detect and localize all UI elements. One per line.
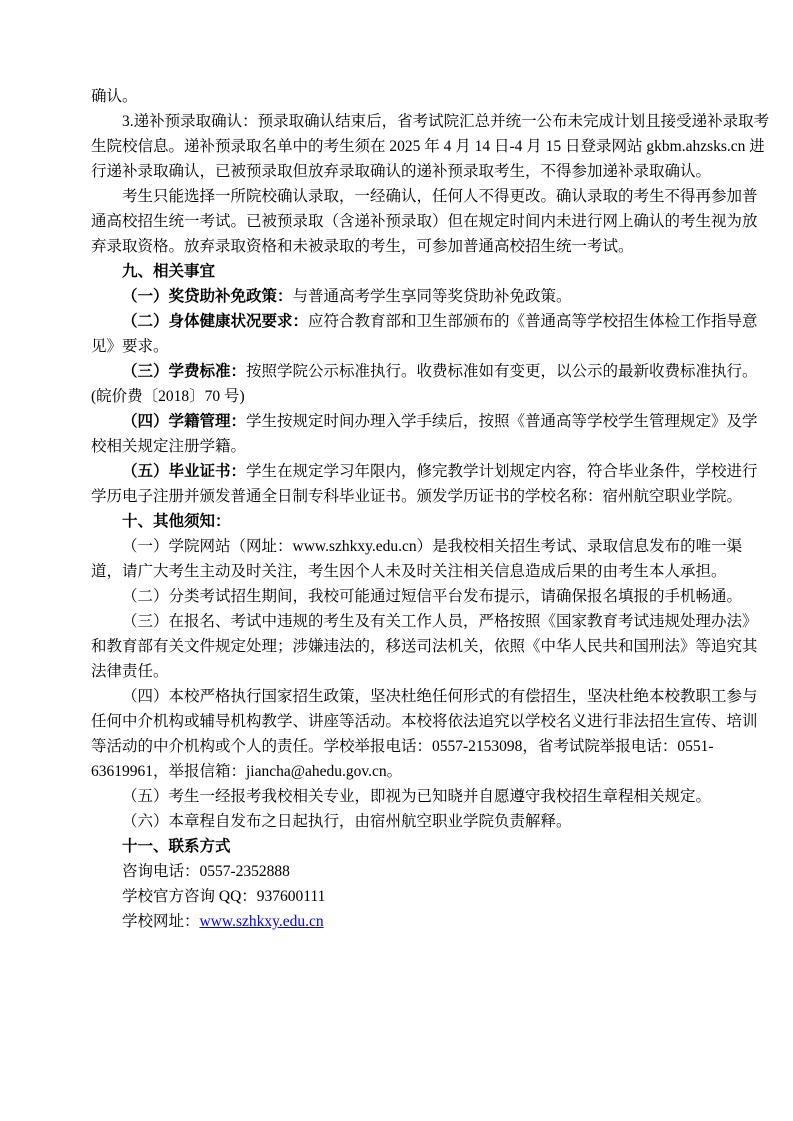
item-health-requirement	[91, 309, 772, 359]
contact-qq-line	[91, 884, 772, 909]
item-text: （五）考生一经报考我校相关专业，即视为已知晓并自愿遵守我校招生章程相关规定。	[122, 788, 712, 805]
item-label: （三）学费标准：	[122, 363, 247, 380]
item-label: （一）奖贷助补免政策：	[122, 288, 293, 305]
para-supplementary-preadmission-confirmation	[91, 109, 772, 184]
contact-phone-line	[91, 859, 772, 884]
item-text: 应符合教育部和卫生部颁布的《普通高等学校招生体检工作指导意见》要求。	[91, 313, 758, 355]
para-text: 考生只能选择一所院校确认录取，一经确认，任何人不得更改。确认录取的考生不得再参加普通高校招生统一考试。已被预录取（含递补预录取）但在规定时间内未进行网上确认的考生视为放弃录取资格。放弃录取资格和未被录取的考生，可参加普通高校招生统一考试。	[91, 188, 758, 255]
item-tuition-standard	[91, 359, 772, 409]
item-text: （二）分类考试招生期间，我校可能通过短信平台发布提示，请确保报名填报的手机畅通。	[122, 588, 743, 605]
item-label: （二）身体健康状况要求：	[122, 313, 309, 330]
item-text: （三）在报名、考试中违规的考生及有关工作人员，严格按照《国家教育考试违规处理办法》和教育部有关文件规定处理；涉嫌违法的，移送司法机关，依照《中华人民共和国刑法》等追究其法律责任。	[91, 613, 758, 680]
heading-section-10-other-notes	[91, 509, 772, 534]
item-anti-illegal-recruitment	[91, 684, 772, 784]
heading-text: 十一、联系方式	[122, 838, 231, 855]
document-body	[91, 84, 772, 934]
item-violation-handling	[91, 609, 772, 684]
heading-text: 十、其他须知：	[122, 513, 231, 530]
item-regulation-acknowledgement	[91, 784, 772, 809]
item-sms-notice	[91, 584, 772, 609]
item-student-status-management	[91, 409, 772, 459]
item-college-website-channel	[91, 534, 772, 584]
para-admission-confirmation-rules	[91, 184, 772, 259]
para-text: 确认。	[91, 88, 138, 105]
heading-text: 九、相关事宜	[122, 263, 216, 280]
contact-website-label: 学校网址：	[122, 913, 200, 930]
heading-section-9-related-matters	[91, 259, 772, 284]
item-effective-date	[91, 809, 772, 834]
item-diploma	[91, 459, 772, 509]
item-text: 学生按规定时间办理入学手续后，按照《普通高等学校学生管理规定》及学校相关规定注册学籍。	[91, 413, 758, 455]
item-text: （一）学院网站（网址：www.szhkxy.edu.cn）是我校相关招生考试、录取信息发布的唯一渠道，请广大考生主动及时关注，考生因个人未及时关注相关信息造成后果的由考生本人承担。	[91, 538, 743, 580]
school-website-link[interactable]: www.szhkxy.edu.cn	[199, 913, 324, 930]
item-text: （六）本章程自发布之日起执行，由宿州航空职业学院负责解释。	[122, 813, 572, 830]
item-text: 按照学院公示标准执行。收费标准如有变更，以公示的最新收费标准执行。(皖价费〔2018〕70 号)	[91, 363, 758, 405]
item-text: 学生在规定学习年限内，修完教学计划规定内容，符合毕业条件，学校进行学历电子注册并颁发普通全日制专科毕业证书。颁发学历证书的学校名称：宿州航空职业学院。	[91, 463, 758, 505]
contact-qq-text: 学校官方咨询 QQ：937600111	[122, 888, 326, 905]
item-label: （五）毕业证书：	[122, 463, 247, 480]
para-text: 3.递补预录取确认：预录取确认结束后，省考试院汇总并统一公布未完成计划且接受递补录取考生院校信息。递补预录取名单中的考生须在 2025 年 4 月 14 日-4 月 15 日登录网站 gkbm.ahzsks.cn 进行递补录取确认，已被预录取但放弃录取确认的递补预录取考生，不得参加递补录取确认。	[91, 113, 770, 180]
contact-website-line	[91, 909, 772, 934]
item-text: 与普通高考学生享同等奖贷助补免政策。	[292, 288, 572, 305]
item-label: （四）学籍管理：	[122, 413, 247, 430]
contact-phone-text: 咨询电话：0557-2352888	[122, 863, 290, 880]
para-continuation	[91, 84, 772, 109]
item-scholarship-policy	[91, 284, 772, 309]
item-text: （四）本校严格执行国家招生政策，坚决杜绝任何形式的有偿招生，坚决杜绝本校教职工参与任何中介机构或辅导机构教学、讲座等活动。本校将依法追究以学校名义进行非法招生宣传、培训等活动的中介机构或个人的责任。学校举报电话：0557-2153098，省考试院举报电话：0551-63619961，举报信箱：jiancha@ahedu.gov.cn。	[91, 688, 758, 780]
heading-section-11-contact	[91, 834, 772, 859]
